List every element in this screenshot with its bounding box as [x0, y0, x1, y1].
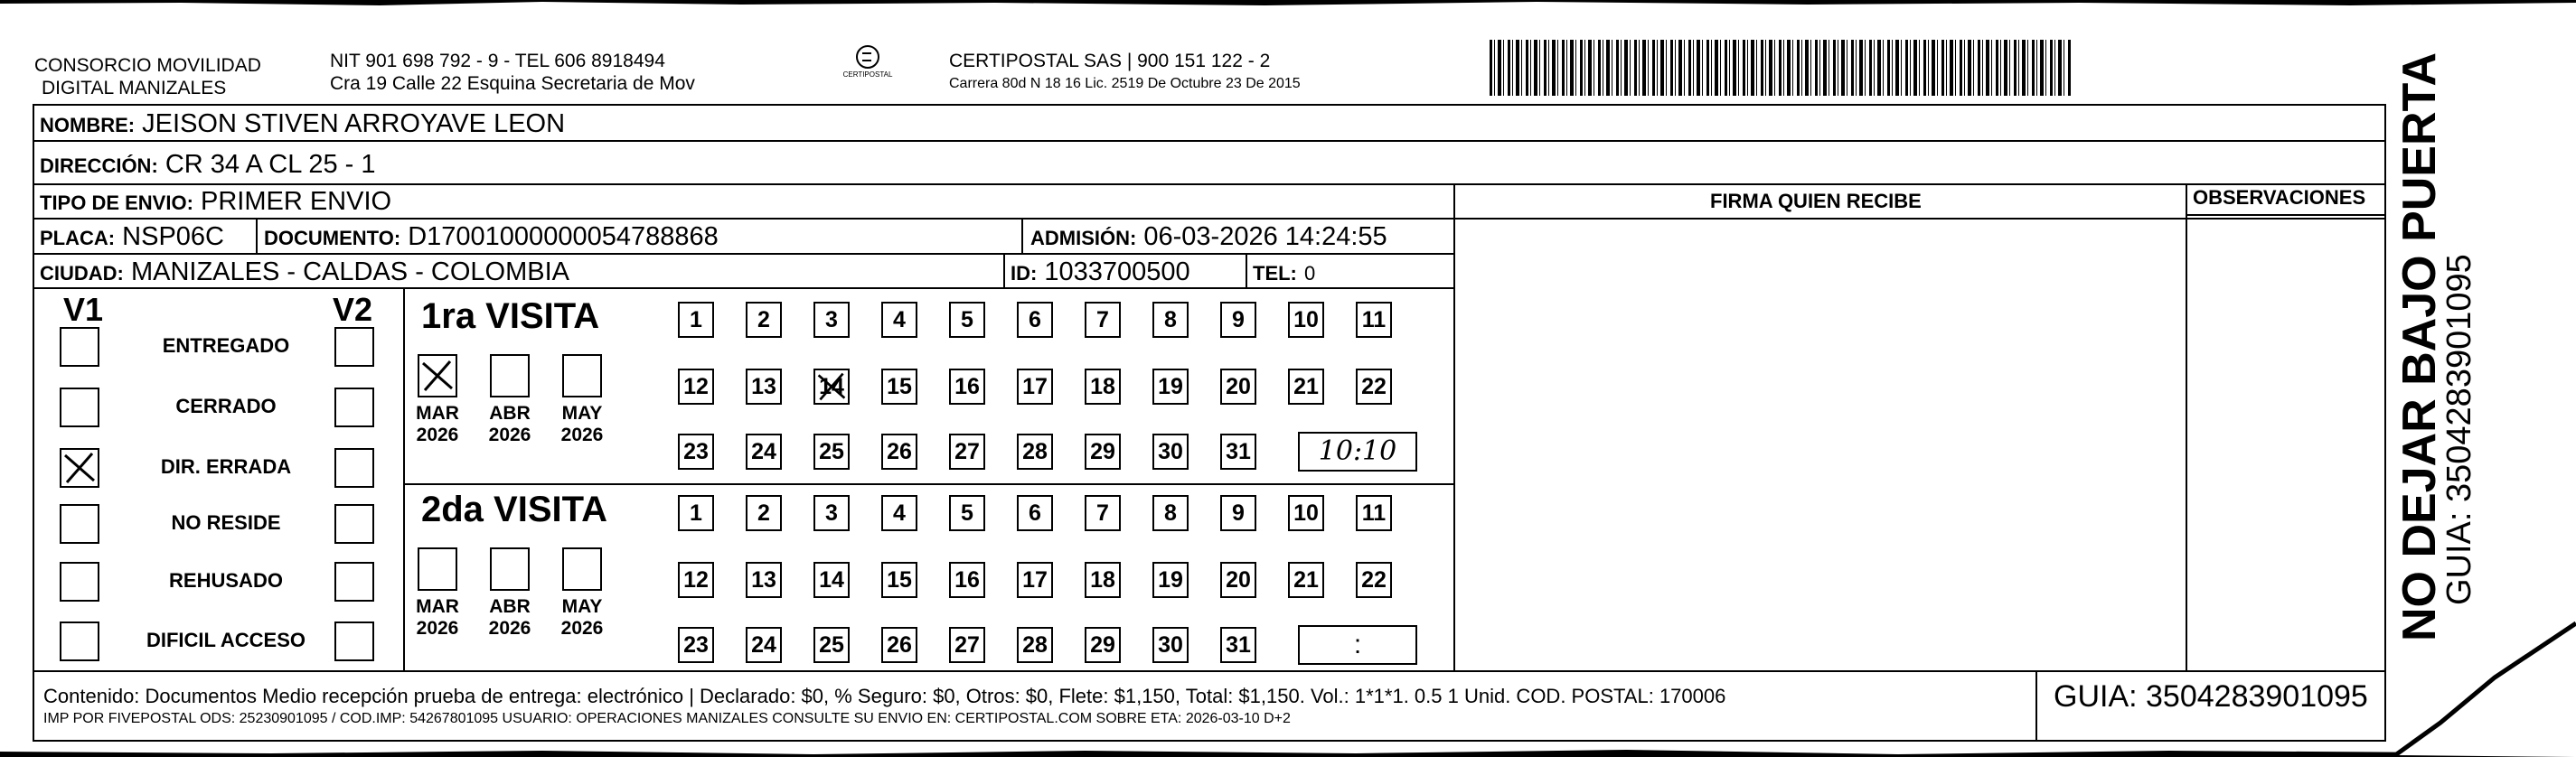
ciudad-field — [40, 257, 569, 288]
day-number: 1 — [690, 500, 702, 526]
v2-header: V2 — [333, 291, 373, 328]
day-number: 19 — [1158, 374, 1183, 399]
day-number: 4 — [893, 500, 906, 526]
day-number: 23 — [683, 632, 709, 658]
v1-checkbox[interactable] — [60, 562, 99, 602]
visit1-day-box[interactable] — [746, 434, 782, 470]
visit1-day-box[interactable] — [949, 302, 985, 338]
visit2-month-label: MAR 2026 — [416, 596, 459, 639]
day-number: 24 — [751, 439, 776, 464]
status-label: DIFICIL ACCESO — [146, 629, 306, 651]
ciudad-value: MANIZALES - CALDAS - COLOMBIA — [130, 257, 569, 286]
visit1-time-box[interactable]: 10:10 — [1298, 432, 1417, 472]
direccion-value: CR 34 A CL 25 - 1 — [165, 150, 376, 179]
day-number: 3 — [825, 307, 838, 332]
visit1-day-box[interactable] — [1220, 302, 1256, 338]
day-number: 13 — [751, 567, 776, 593]
day-number: 5 — [961, 500, 973, 526]
day-number: 14 — [819, 567, 844, 593]
day-number: 7 — [1096, 500, 1109, 526]
tel-field — [1253, 257, 1315, 288]
day-number: 6 — [1029, 500, 1041, 526]
company-line2: DIGITAL MANIZALES — [42, 78, 227, 98]
day-number: 10 — [1293, 307, 1319, 332]
visit2-day-box[interactable] — [678, 562, 714, 598]
visit1-month-label: MAY 2026 — [560, 403, 604, 445]
day-number: 21 — [1293, 374, 1319, 399]
day-number: 16 — [954, 374, 980, 399]
admision-value: 06-03-2026 14:24:55 — [1143, 222, 1387, 251]
v1-header: V1 — [63, 291, 104, 328]
day-number: 22 — [1361, 374, 1387, 399]
visit2-month-checkbox[interactable] — [562, 547, 602, 591]
visit1-day-box[interactable] — [746, 302, 782, 338]
day-number: 27 — [954, 632, 980, 658]
visit1-day-box[interactable] — [1152, 369, 1189, 405]
visit1-day-box[interactable] — [813, 369, 850, 405]
certipostal-block — [949, 50, 1301, 95]
day-number: 18 — [1090, 374, 1115, 399]
visit1-day-box[interactable] — [949, 434, 985, 470]
certi-line1: CERTIPOSTAL SAS | 900 151 122 - 2 — [949, 51, 1271, 71]
day-number: 3 — [825, 500, 838, 526]
visit1-month-checkbox[interactable] — [418, 354, 457, 397]
status-label: REHUSADO — [169, 569, 283, 592]
day-number: 23 — [683, 439, 709, 464]
id-label: ID: — [1011, 262, 1038, 285]
visit1-day-box[interactable] — [949, 369, 985, 405]
visit2-day-box[interactable] — [1356, 562, 1392, 598]
day-number: 30 — [1158, 632, 1183, 658]
visit2-day-box[interactable] — [1288, 562, 1324, 598]
side-guia: GUIA: 3504283901095 — [2440, 254, 2478, 605]
v2-checkbox[interactable] — [334, 327, 374, 367]
day-number: 14 — [819, 374, 844, 399]
visit2-month-checkbox[interactable] — [490, 547, 530, 591]
visit2-day-box[interactable] — [1288, 495, 1324, 531]
v2-checkbox[interactable] — [334, 562, 374, 602]
side-warning-title: NO DEJAR BAJO PUERTA — [2393, 51, 2446, 641]
documento-value: D17001000000054788868 — [408, 222, 719, 251]
visit2-day-box[interactable] — [1017, 562, 1053, 598]
visit2-day-box[interactable] — [678, 627, 714, 663]
handwritten-x-mark — [815, 370, 848, 403]
day-number: 29 — [1090, 439, 1115, 464]
placa-field — [40, 222, 224, 253]
day-number: 27 — [954, 439, 980, 464]
company-line1: CONSORCIO MOVILIDAD — [34, 55, 261, 76]
bottom-torn-edge — [0, 746, 2576, 757]
tipo-envio-row — [40, 187, 391, 218]
day-number: 17 — [1022, 567, 1048, 593]
visit2-day-box[interactable] — [678, 495, 714, 531]
visit2-day-box[interactable] — [949, 495, 985, 531]
visit2-day-box[interactable] — [746, 627, 782, 663]
day-number: 19 — [1158, 567, 1183, 593]
day-number: 25 — [819, 439, 844, 464]
day-number: 7 — [1096, 307, 1109, 332]
visit1-day-box[interactable] — [1220, 369, 1256, 405]
status-label: ENTREGADO — [162, 334, 290, 357]
v2-checkbox[interactable] — [334, 621, 374, 661]
visit2-time-box[interactable]: : — [1298, 625, 1417, 665]
day-number: 11 — [1361, 307, 1387, 332]
visit1-day-box[interactable] — [1152, 434, 1189, 470]
day-number: 12 — [683, 374, 709, 399]
day-number: 25 — [819, 632, 844, 658]
status-label: DIR. ERRADA — [160, 455, 292, 478]
visit2-day-box[interactable] — [1220, 495, 1256, 531]
day-number: 12 — [683, 567, 709, 593]
visit1-day-box[interactable] — [881, 302, 917, 338]
day-number: 1 — [690, 307, 702, 332]
day-number: 20 — [1226, 374, 1251, 399]
day-number: 29 — [1090, 632, 1115, 658]
tipo-envio-value: PRIMER ENVIO — [200, 187, 392, 216]
day-number: 4 — [893, 307, 906, 332]
visit2-day-box[interactable] — [1152, 495, 1189, 531]
day-number: 28 — [1022, 632, 1048, 658]
visit1-day-box[interactable] — [678, 369, 714, 405]
visit1-day-box[interactable] — [1356, 369, 1392, 405]
day-number: 26 — [887, 632, 912, 658]
visit2-day-box[interactable] — [813, 562, 850, 598]
v1-checkbox[interactable] — [60, 327, 99, 367]
visit2-month-label: MAY 2026 — [560, 596, 604, 639]
day-number: 26 — [887, 439, 912, 464]
visit2-day-box[interactable] — [1220, 562, 1256, 598]
visit1-day-box[interactable] — [1085, 434, 1121, 470]
visit2-day-box[interactable] — [1085, 562, 1121, 598]
visit2-day-box[interactable] — [813, 627, 850, 663]
observaciones-header: OBSERVACIONES — [2193, 186, 2366, 209]
torn-corner — [2386, 542, 2576, 757]
v1-checkbox[interactable] — [60, 504, 99, 544]
visit1-day-box[interactable] — [1017, 369, 1053, 405]
visit1-day-box[interactable] — [1017, 302, 1053, 338]
company-name — [34, 54, 261, 99]
day-number: 2 — [757, 307, 770, 332]
day-number: 9 — [1232, 307, 1245, 332]
visit1-day-box[interactable] — [1085, 302, 1121, 338]
visit2-day-box[interactable] — [1220, 627, 1256, 663]
placa-value: NSP06C — [122, 222, 224, 251]
visit2-day-box[interactable] — [746, 495, 782, 531]
ciudad-label: CIUDAD: — [40, 262, 124, 285]
day-number: 15 — [887, 567, 912, 593]
visit1-month-checkbox[interactable] — [562, 354, 602, 397]
v1-checkbox[interactable] — [60, 388, 99, 427]
visit1-day-box[interactable] — [1288, 302, 1324, 338]
top-torn-edge — [0, 0, 2576, 9]
day-number: 20 — [1226, 567, 1251, 593]
visit1-day-box[interactable] — [678, 434, 714, 470]
day-number: 5 — [961, 307, 973, 332]
day-number: 31 — [1226, 439, 1251, 464]
tipo-envio-label: TIPO DE ENVIO: — [40, 192, 193, 214]
day-number: 28 — [1022, 439, 1048, 464]
signature-area[interactable] — [1457, 221, 2184, 668]
visit1-month-label: MAR 2026 — [416, 403, 459, 445]
footer-content-line: Contenido: Documentos Medio recepción prueba de entrega: electrónico | Declarado: $0, % Seguro: $0, Otros: $0, Flete: $1,150, Total: $1,150. Vol.: 1*1*1. 0.5 1 Unid. COD. POSTAL: 170006 — [43, 685, 1726, 707]
visit1-day-box[interactable] — [813, 302, 850, 338]
admision-field — [1030, 222, 1387, 253]
visit1-day-box[interactable] — [1085, 369, 1121, 405]
day-number: 8 — [1164, 307, 1177, 332]
visit2-month-label: ABR 2026 — [488, 596, 531, 639]
visit1-day-box[interactable] — [813, 434, 850, 470]
visit1-title: 1ra VISITA — [421, 296, 600, 336]
visit2-day-box[interactable] — [1152, 627, 1189, 663]
observations-area[interactable] — [2189, 218, 2384, 668]
certi-line2: Carrera 80d N 18 16 Lic. 2519 De Octubre 23 De 2015 — [949, 76, 1301, 91]
v2-checkbox[interactable] — [334, 388, 374, 427]
visit2-day-box[interactable] — [881, 627, 917, 663]
id-field — [1011, 257, 1190, 288]
day-number: 6 — [1029, 307, 1041, 332]
tel-label: TEL: — [1253, 262, 1297, 285]
handwritten-x-mark — [61, 450, 98, 486]
placa-label: PLACA: — [40, 227, 116, 249]
day-number: 10 — [1293, 500, 1319, 526]
visit2-month-checkbox[interactable] — [418, 547, 457, 591]
status-label: NO RESIDE — [171, 511, 281, 534]
visit2-day-box[interactable] — [1085, 627, 1121, 663]
documento-label: DOCUMENTO: — [264, 227, 401, 249]
direccion-row — [40, 150, 376, 181]
visit2-day-box[interactable] — [949, 627, 985, 663]
nit-line1: NIT 901 698 792 - 9 - TEL 606 8918494 — [330, 51, 665, 71]
v1-checkbox[interactable] — [60, 621, 99, 661]
tel-value: 0 — [1303, 262, 1316, 285]
visit2-day-box[interactable] — [813, 495, 850, 531]
day-number: 21 — [1293, 567, 1319, 593]
direccion-label: DIRECCIÓN: — [40, 154, 158, 177]
v2-checkbox[interactable] — [334, 448, 374, 488]
visit2-day-box[interactable] — [949, 562, 985, 598]
day-number: 24 — [751, 632, 776, 658]
day-number: 2 — [757, 500, 770, 526]
day-number: 18 — [1090, 567, 1115, 593]
nit-block — [330, 50, 695, 95]
day-number: 13 — [751, 374, 776, 399]
v1-checkbox[interactable] — [60, 448, 99, 488]
certipostal-logo: CERTIPOSTAL — [827, 45, 908, 96]
visit2-day-box[interactable] — [881, 562, 917, 598]
id-value: 1033700500 — [1044, 257, 1190, 286]
visit1-day-box[interactable] — [746, 369, 782, 405]
visit1-month-checkbox[interactable] — [490, 354, 530, 397]
visit1-day-box[interactable] — [1220, 434, 1256, 470]
day-number: 11 — [1361, 500, 1387, 526]
day-number: 9 — [1232, 500, 1245, 526]
day-number: 17 — [1022, 374, 1048, 399]
v2-checkbox[interactable] — [334, 504, 374, 544]
visit1-day-box[interactable] — [881, 434, 917, 470]
nombre-value: JEISON STIVEN ARROYAVE LEON — [142, 109, 566, 138]
day-number: 30 — [1158, 439, 1183, 464]
visit2-title: 2da VISITA — [421, 490, 607, 529]
footer-print-line: IMP POR FIVEPOSTAL ODS: 25230901095 / COD.IMP: 54267801095 USUARIO: OPERACIONES MANIZALES CONSULTE SU ENVIO EN: CERTIPOSTAL.COM SOBRE ETA: 2026-03-10 D+2 — [43, 711, 1291, 726]
visit2-day-box[interactable] — [746, 562, 782, 598]
visit1-day-box[interactable] — [1356, 302, 1392, 338]
visit1-day-box[interactable] — [1288, 369, 1324, 405]
barcode — [1490, 40, 2073, 96]
day-number: 15 — [887, 374, 912, 399]
visit1-month-label: ABR 2026 — [488, 403, 531, 445]
nombre-row — [40, 109, 565, 140]
visit2-day-box[interactable] — [881, 495, 917, 531]
visit2-day-box[interactable] — [1017, 627, 1053, 663]
day-number: 16 — [954, 567, 980, 593]
day-number: 8 — [1164, 500, 1177, 526]
firma-header: FIRMA QUIEN RECIBE — [1710, 190, 1922, 212]
visit1-day-box[interactable] — [1017, 434, 1053, 470]
admision-label: ADMISIÓN: — [1030, 227, 1137, 249]
visit2-day-box[interactable] — [1152, 562, 1189, 598]
nit-line2: Cra 19 Calle 22 Esquina Secretaria de Mov — [330, 73, 695, 94]
handwritten-x-mark — [419, 356, 456, 396]
day-number: 22 — [1361, 567, 1387, 593]
visit2-day-box[interactable] — [1017, 495, 1053, 531]
nombre-label: NOMBRE: — [40, 114, 136, 136]
day-number: 31 — [1226, 632, 1251, 658]
visit1-day-box[interactable] — [678, 302, 714, 338]
footer-guia: GUIA: 3504283901095 — [2054, 679, 2368, 714]
visit2-day-box[interactable] — [1356, 495, 1392, 531]
documento-field — [264, 222, 719, 253]
visit2-day-box[interactable] — [1085, 495, 1121, 531]
visit1-day-box[interactable] — [881, 369, 917, 405]
visit1-day-box[interactable] — [1152, 302, 1189, 338]
status-label: CERRADO — [175, 395, 277, 417]
